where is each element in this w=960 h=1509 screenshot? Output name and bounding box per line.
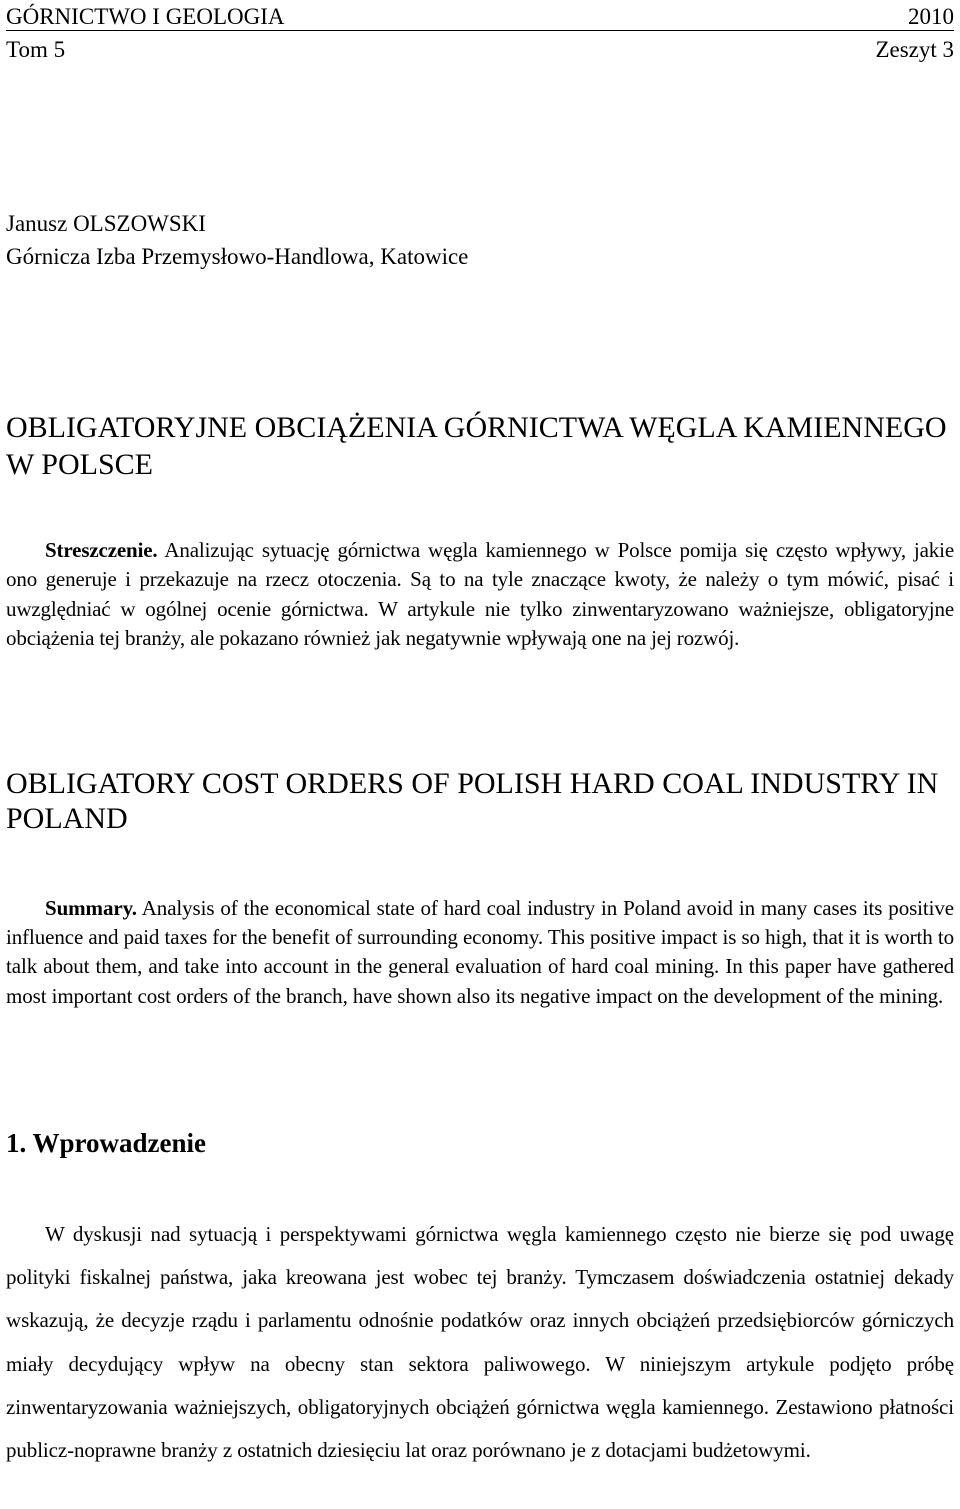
journal-issue: Zeszyt 3 [875,37,954,62]
author-block [6,207,468,273]
journal-name: GÓRNICTWO I GEOLOGIA [6,4,285,29]
abstract-en [6,894,954,1011]
abstract-pl [6,536,954,654]
running-head-bottom [6,36,954,63]
author-name: Janusz OLSZOWSKI [6,211,206,236]
paper-title-pl: OBLIGATORYJNE OBCIĄŻENIA GÓRNICTWA WĘGLA KAMIENNEGO W POLSCE [6,411,947,481]
abstract-en-label: Summary. [45,896,137,920]
paper-title-en: OBLIGATORY COST ORDERS OF POLISH HARD COAL INDUSTRY IN POLAND [6,767,939,835]
journal-volume: Tom 5 [6,37,66,62]
abstract-pl-text: Analizując sytuację górnictwa węgla kamiennego w Polsce pomija się często wpływy, jakie ono generuje i przekazuje na rzecz otoczenia. Są to na tyle znaczące kwoty, że należy o tym mówić, pisać i uwzględniać w ogólnej ocenie górnictwa. W artykule nie tylko zinwentaryzowano ważniejsze, obligatoryjne obciążenia tej branży, ale pokazano również jak negatywnie wpływają one na jej rozwój. [6,538,954,651]
journal-year: 2010 [908,4,954,29]
section-heading-introduction: 1. Wprowadzenie [6,1128,207,1158]
introduction-paragraph: W dyskusji nad sytuacją i perspektywami górnictwa węgla kamiennego często nie bierze się pod uwagę polityki fiskalnej państwa, jaka kreowana jest wobec tej branży. Tymczasem doświadczenia ostatniej dekady wskazują, że decyzje rządu i parlamentu odnośnie podatków oraz innych obciążeń przedsiębiorców górniczych miały decydujący wpływ na obecny stan sektora paliwowego. W niniejszym artykule podjęto próbę zinwentaryzowania ważniejszych, obligatoryjnych obciążeń górnictwa węgla kamiennego. Zestawiono płatności publicz-noprawne branży z ostatnich dziesięciu lat oraz porównano je z dotacjami budżetowymi. [6,1222,954,1463]
author-affiliation: Górnicza Izba Przemysłowo-Handlowa, Katowice [6,244,469,269]
running-head-top [6,3,954,30]
abstract-pl-label: Streszczenie. [45,538,158,562]
header-rule [6,30,954,31]
abstract-en-text: Analysis of the economical state of hard coal industry in Poland avoid in many cases its positive influence and paid taxes for the benefit of surrounding economy. This positive impact is so high, that it is worth to talk about them, and take into account in the general evaluation of hard coal mining. In this paper have gathered most important cost orders of the branch, have shown also its negative impact on the development of the mining. [6,896,954,1008]
